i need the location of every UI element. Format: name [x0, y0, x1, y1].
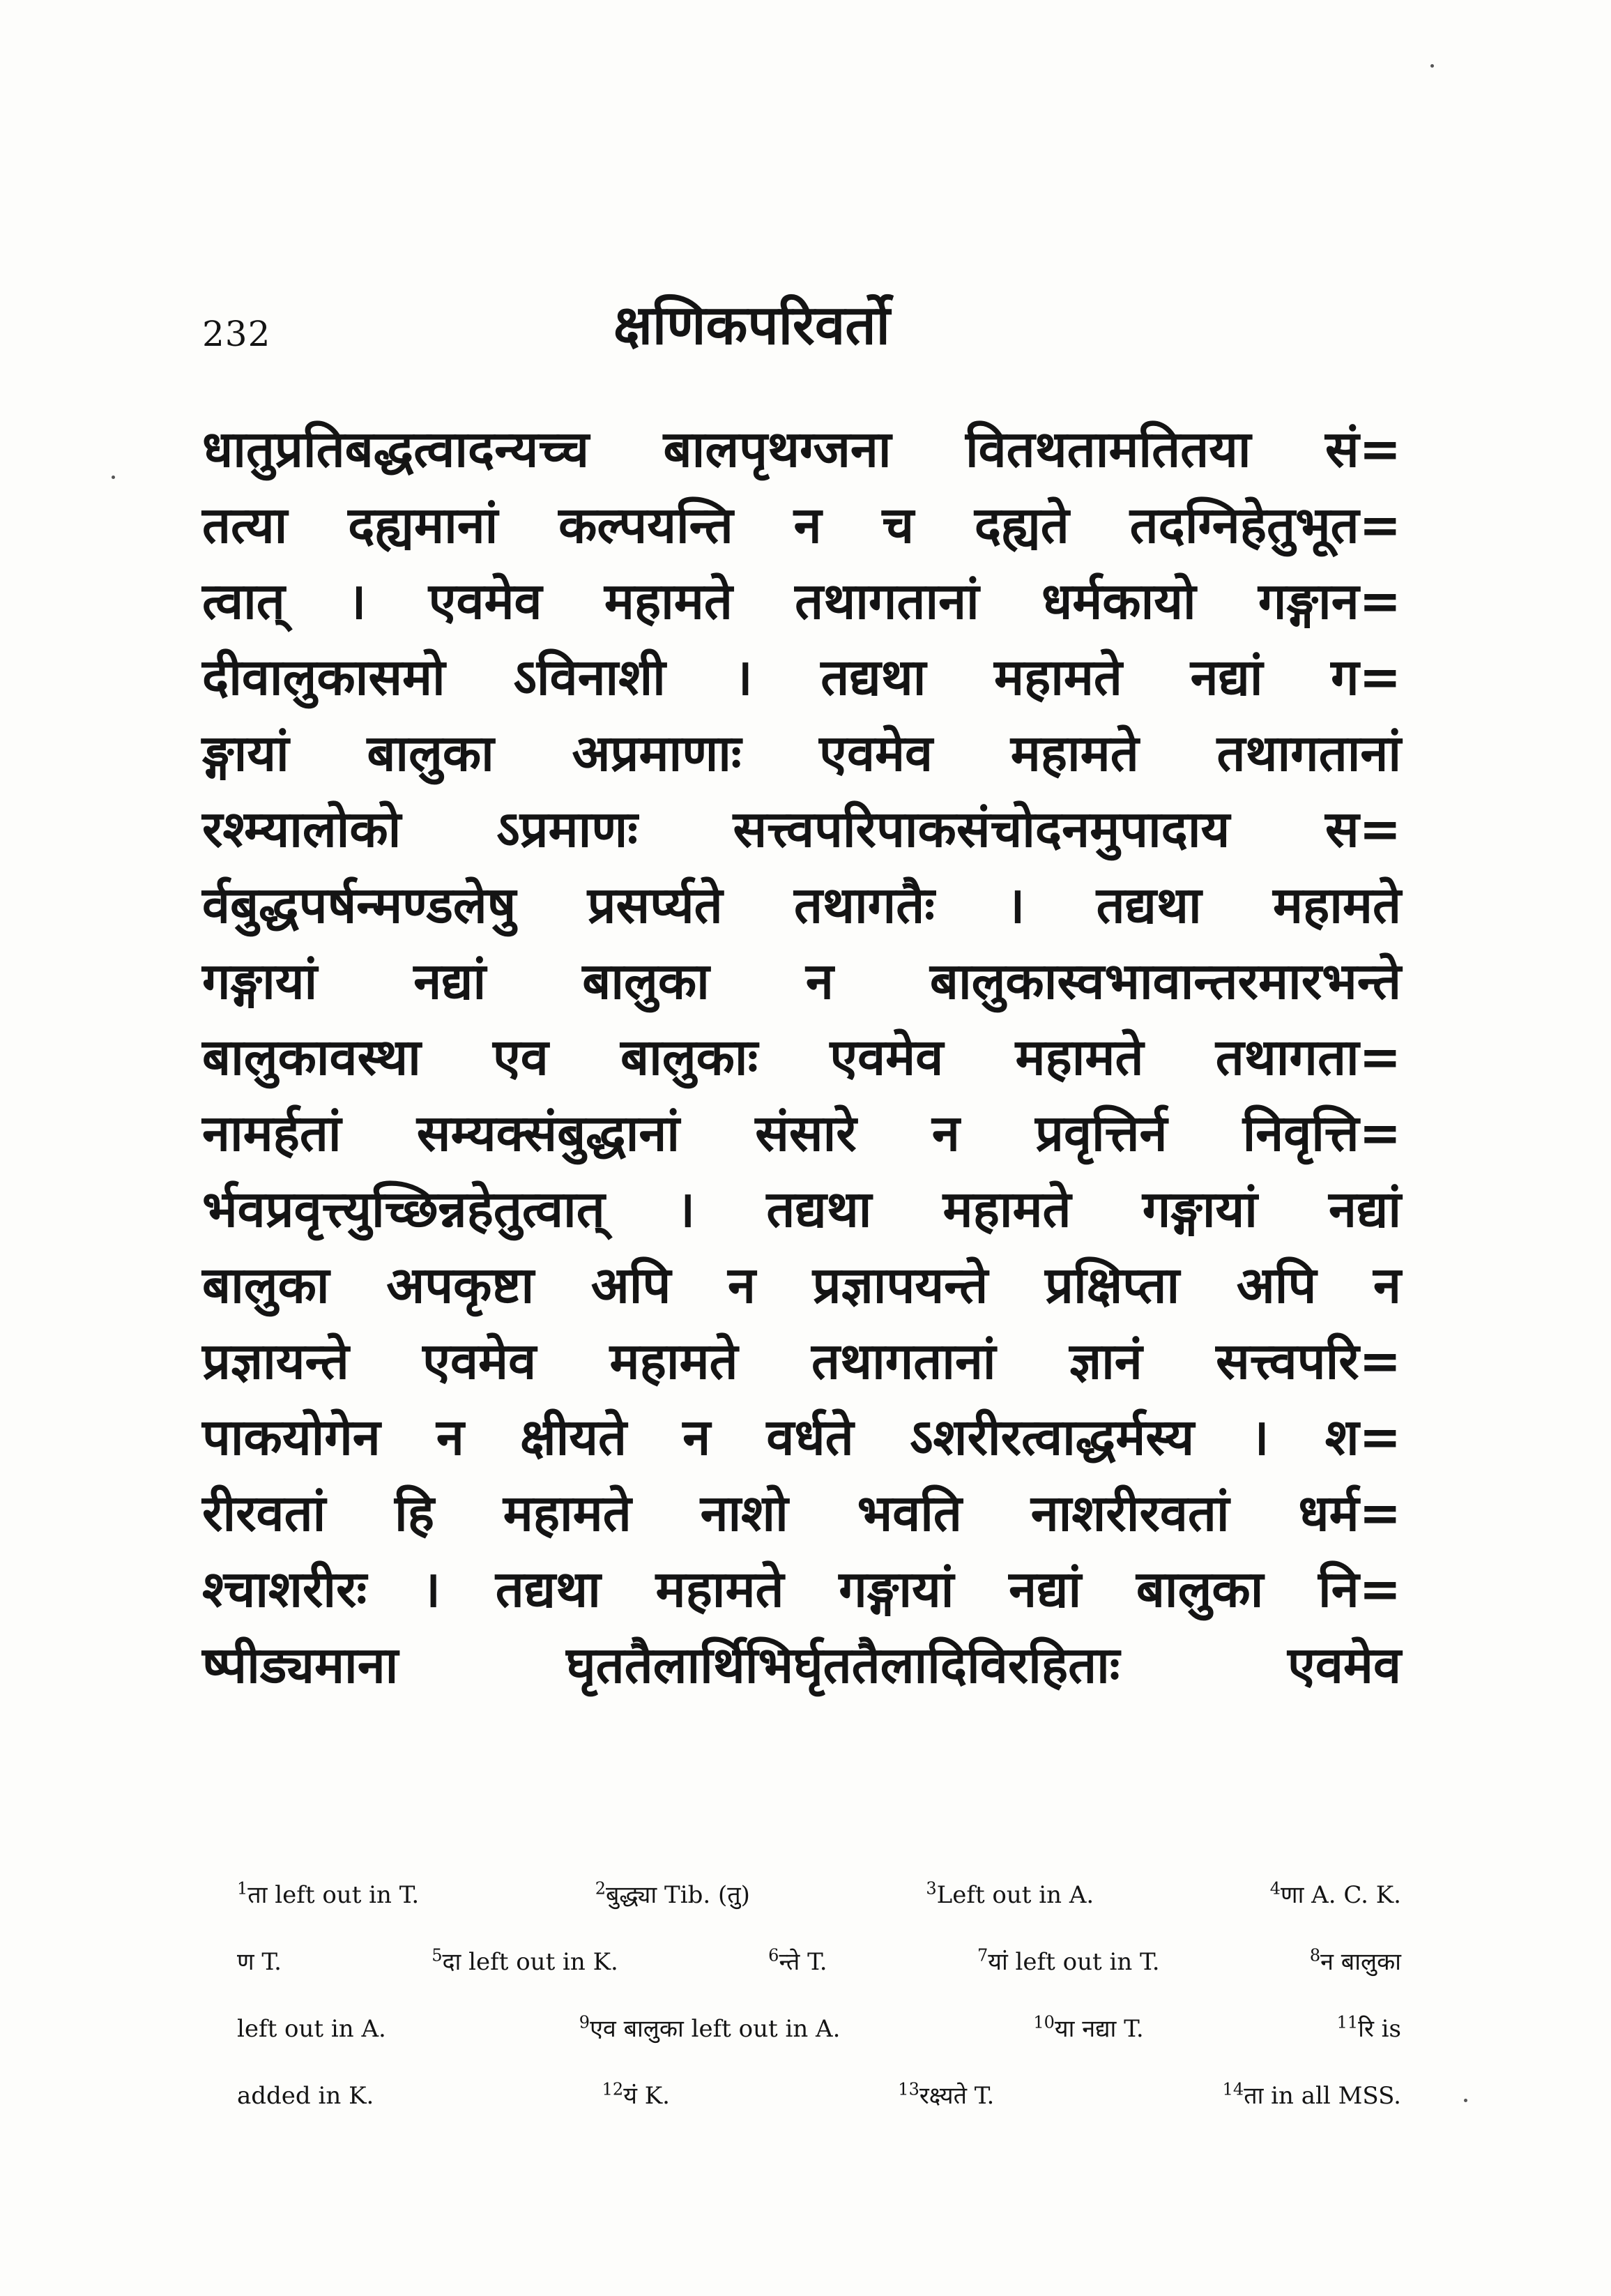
footnote-text: Left out in A. — [936, 1881, 1094, 1909]
print-speck — [112, 476, 115, 479]
footnote — [237, 1929, 282, 1995]
footnote-number: 9 — [579, 2012, 590, 2032]
text-line: रीरवतां हि महामते नाशो भवति नाशरीरवतां धर्म= — [202, 1484, 1401, 1542]
text-line: ष्पीड्यमाना घृततैलार्थिभिर्घृततैलादिविरहिताः एवमेव — [202, 1636, 1401, 1694]
footnote — [977, 1929, 1160, 1995]
text-line: बालुकावस्था एव बालुकाः एवमेव महामते तथागता= — [202, 1028, 1401, 1086]
text-line: तत्या दह्यमानां कल्पयन्ति न च दह्यते तदग्निहेतुभूत= — [202, 496, 1401, 554]
footnote — [579, 1995, 841, 2062]
text-line: पाकयोगेन न क्षीयते न वर्धते ऽशरीरत्वाद्धर्मस्य । श= — [202, 1408, 1401, 1466]
footnote-text: या नद्या T. — [1054, 2015, 1144, 2043]
text-line: रश्म्यालोको ऽप्रमाणः सत्त्वपरिपाकसंचोदनमुपादाय स= — [202, 800, 1401, 858]
footnote-number: 8 — [1309, 1945, 1321, 1966]
footnote-number: 1 — [237, 1878, 248, 1899]
footnote — [237, 2062, 374, 2129]
footnote-text: न बालुका — [1320, 1948, 1401, 1976]
text-line: नामर्हतां सम्यक्संबुद्धानां संसारे न प्रवृत्तिर्न निवृत्ति= — [202, 1104, 1401, 1162]
footnote-text: ण T. — [237, 1948, 282, 1976]
footnote — [898, 2062, 994, 2129]
footnote-text: बुद्ध्या Tib. (तु) — [606, 1881, 750, 1909]
footnote-text: रक्ष्यते T. — [919, 2082, 995, 2110]
footnote — [926, 1862, 1094, 1929]
footnote — [237, 1862, 419, 1929]
footnote-text: णा A. C. K. — [1280, 1881, 1401, 1909]
footnote — [1337, 1995, 1401, 2062]
footnote-text: न्ते T. — [779, 1948, 827, 1976]
footnote-text: यं K. — [623, 2082, 670, 2110]
text-line: ङ्गायां बालुका अप्रमाणाः एवमेव महामते तथागतानां — [202, 724, 1401, 782]
print-speck — [1464, 2099, 1467, 2102]
footnote — [1310, 1929, 1401, 1995]
footnote-text: रि is — [1358, 2015, 1401, 2043]
footnote-number: 2 — [595, 1878, 606, 1899]
footnote-number: 7 — [977, 1945, 988, 1966]
text-line: र्वबुद्धपर्षन्मण्डलेषु प्रसर्प्यते तथागतैः । तद्यथा महामते — [202, 876, 1401, 934]
footnote-row — [237, 1862, 1401, 1929]
footnote-text: एव बालुका left out in A. — [590, 2015, 841, 2043]
footnote-text: left out in A. — [237, 2015, 386, 2043]
text-line: दीवालुकासमो ऽविनाशी । तद्यथा महामते नद्यां ग= — [202, 648, 1401, 706]
footnote-text: ता in all MSS. — [1244, 2082, 1401, 2110]
footnote-text: यां left out in T. — [988, 1948, 1160, 1976]
footnote — [1033, 1995, 1143, 2062]
text-line: बालुका अपकृष्टा अपि न प्रज्ञापयन्ते प्रक्षिप्ता अपि न — [202, 1256, 1401, 1314]
footnote-number: 6 — [768, 1945, 779, 1966]
footnotes — [237, 1862, 1401, 2129]
footnote-row — [237, 2062, 1401, 2129]
footnote — [432, 1929, 618, 1995]
footnote-row — [237, 1995, 1401, 2062]
footnote — [595, 1862, 750, 1929]
print-speck — [1430, 64, 1434, 68]
text-line: र्भवप्रवृत्त्युच्छिन्नहेतुत्वात् । तद्यथा महामते गङ्गायां नद्यां — [202, 1180, 1401, 1238]
running-title: क्षणिकपरिवर्तो — [613, 294, 890, 357]
page-header — [202, 286, 1387, 377]
text-line: धातुप्रतिबद्धत्वादन्यच्च बालपृथग्जना वितथतामतितया सं= — [202, 420, 1401, 478]
text-line: त्वात् । एवमेव महामते तथागतानां धर्मकायो गङ्गान= — [202, 572, 1401, 630]
footnote — [768, 1929, 827, 1995]
text-line: गङ्गायां नद्यां बालुका न बालुकास्वभावान्तरमारभन्ते — [202, 952, 1401, 1010]
footnote-text: ता left out in T. — [247, 1881, 420, 1909]
footnote — [1270, 1862, 1401, 1929]
footnote-number: 14 — [1222, 2079, 1244, 2099]
footnote — [602, 2062, 670, 2129]
footnote-row — [237, 1929, 1401, 1995]
footnote-text: added in K. — [237, 2082, 374, 2110]
page-number: 232 — [202, 314, 271, 354]
footnote-number: 5 — [432, 1945, 443, 1966]
text-line: श्चाशरीरः । तद्यथा महामते गङ्गायां नद्यां बालुका नि= — [202, 1560, 1401, 1618]
footnote-number: 10 — [1033, 2012, 1055, 2032]
footnote — [237, 1995, 386, 2062]
footnote-number: 4 — [1269, 1878, 1281, 1899]
footnote — [1223, 2062, 1401, 2129]
sanskrit-body-text — [202, 411, 1401, 1703]
footnote-number: 13 — [898, 2079, 919, 2099]
text-line: प्रज्ञायन्ते एवमेव महामते तथागतानां ज्ञानं सत्त्वपरि= — [202, 1332, 1401, 1390]
footnote-number: 11 — [1336, 2012, 1359, 2032]
footnote-text: दा left out in K. — [442, 1948, 618, 1976]
footnote-number: 12 — [602, 2079, 624, 2099]
footnote-number: 3 — [926, 1878, 937, 1899]
